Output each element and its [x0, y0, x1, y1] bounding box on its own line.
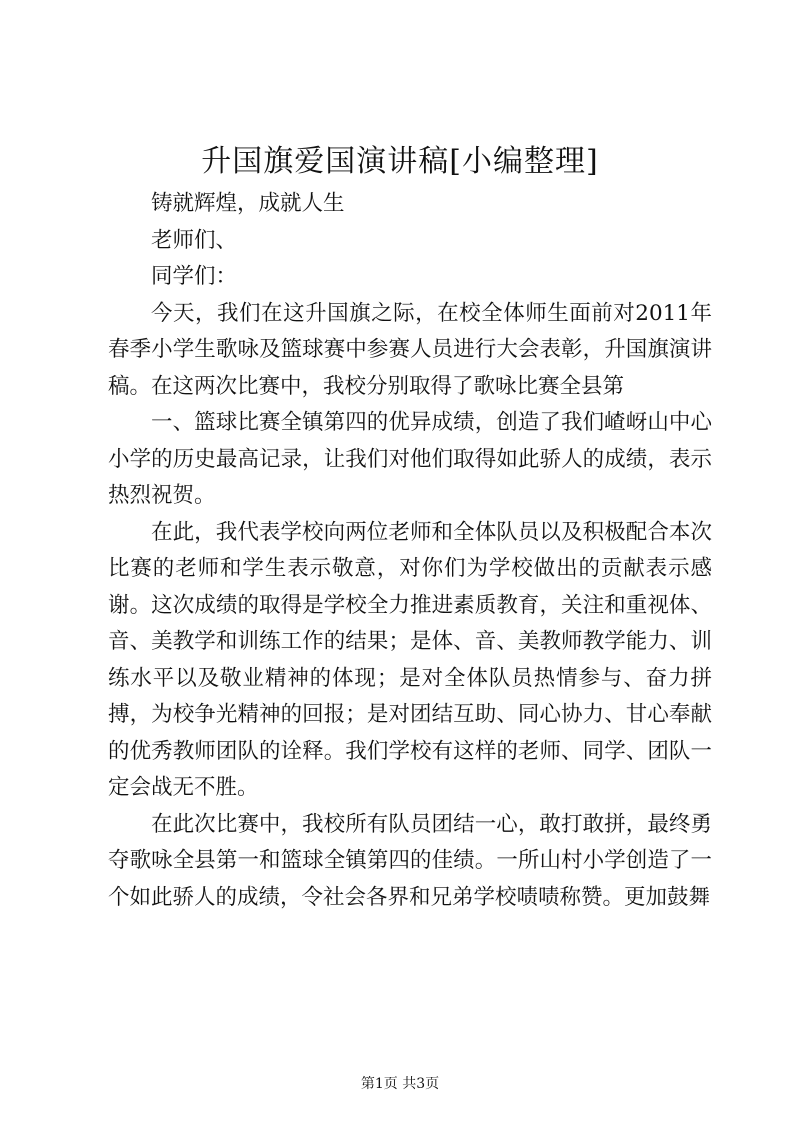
document-body — [108, 186, 712, 916]
paragraph-intro: 今天，我们在这升国旗之际，在校全体师生面前对2011年春季小学生歌咏及篮球赛中参赛人员进行大会表彰，升国旗演讲稿。在这两次比赛中，我校分别取得了歌咏比赛全县第 — [108, 300, 712, 399]
document-title: 升国旗爱国演讲稿[小编整理] — [201, 144, 599, 179]
paragraph-achievement: 一、篮球比赛全镇第四的优异成绩，创造了我们嵖岈山中心小学的历史最高记录，让我们对他们取得如此骄人的成绩，表示热烈祝贺。 — [108, 410, 712, 508]
paragraph-competition: 在此次比赛中，我校所有队员团结一心，敢打敢拼，最终勇夺歌咏全县第一和篮球全镇第四的佳绩。一所山村小学创造了一个如此骄人的成绩，令社会各界和兄弟学校啧啧称赞。更加鼓舞 — [108, 811, 712, 910]
paragraph-gratitude: 在此，我代表学校向两位老师和全体队员以及积极配合本次比赛的老师和学生表示敬意，对你们为学校做出的贡献表示感谢。这次成绩的取得是学校全力推进素质教育，关注和重视体、音、美教学和训练工作的结果；是体、音、美教师教学能力、训练水平以及敬业精神的体现；是对全体队员热情参与、奋力拼搏，为校争光精神的回报；是对团结互助、同心协力、甘心奉献的优秀教师团队的诠释。我们学校有这样的老师、同学、团队一定会战无不胜。 — [108, 519, 712, 800]
page-number-footer: 第1页 共3页 — [360, 1076, 440, 1092]
paragraph-subtitle: 铸就辉煌，成就人生 — [151, 191, 345, 216]
paragraph-greeting-students: 同学们： — [151, 264, 238, 289]
paragraph-greeting-teachers: 老师们、 — [151, 227, 238, 253]
